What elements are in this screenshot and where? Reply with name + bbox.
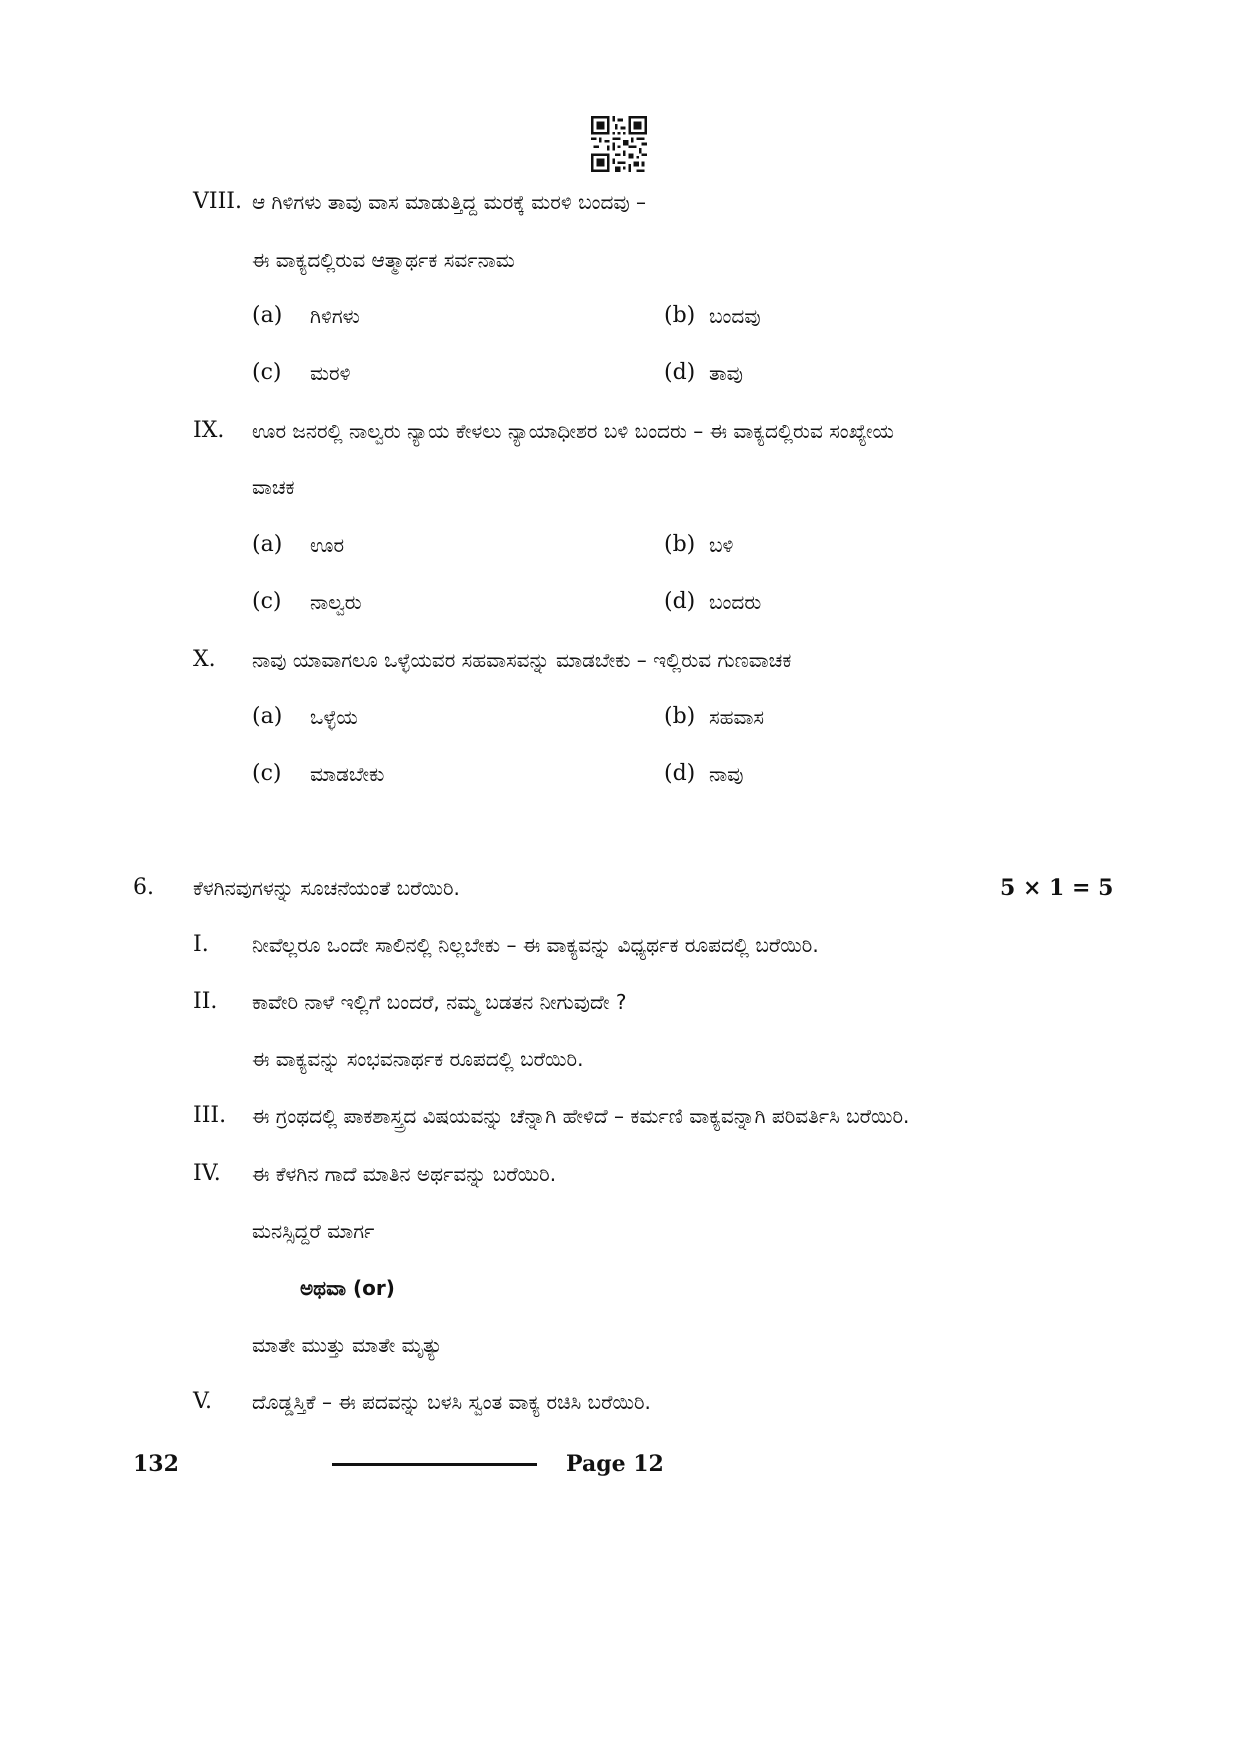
q10-option-b-label: (b) [664, 704, 696, 729]
page-number: Page 12 [566, 1451, 664, 1477]
q6-item-v-text: ದೊಡ್ಡಸ್ತಿಕೆ – ಈ ಪದವನ್ನು ಬಳಸಿ ಸ್ವಂತ ವಾಕ್ಯ ರಚಿಸಿ ಬರೆಯಿರಿ. [252, 1390, 651, 1414]
q9-number: IX. [193, 418, 225, 443]
q6-item-iv-line1: ಈ ಕೆಳಗಿನ ಗಾದೆ ಮಾತಿನ ಅರ್ಥವನ್ನು ಬರೆಯಿರಿ. [252, 1162, 557, 1186]
q6-number: 6. [133, 875, 154, 900]
q10-option-c-text: ಮಾಡಬೇಕು [310, 762, 385, 786]
q9-question-line1: ಊರ ಜನರಲ್ಲಿ ನಾಲ್ವರು ನ್ಯಾಯ ಕೇಳಲು ನ್ಯಾಯಾಧೀಶರ ಬಳಿ ಬಂದರು – ಈ ವಾಕ್ಯದಲ್ಲಿರುವ ಸಂಖ್ಯೇಯ [252, 419, 894, 443]
q8-option-a-text: ಗಿಳಿಗಳು [310, 304, 360, 328]
q9-question-line2: ವಾಚಕ [252, 475, 295, 499]
q10-option-b-text: ಸಹವಾಸ [709, 705, 764, 729]
footer-divider [332, 1463, 537, 1466]
q6-item-iv-proverb: ಮನಸ್ಸಿದ್ದರೆ ಮಾರ್ಗ [252, 1219, 375, 1243]
q6-item-iii-text: ಈ ಗ್ರಂಥದಲ್ಲಿ ಪಾಕಶಾಸ್ತ್ರದ ವಿಷಯವನ್ನು ಚೆನ್ನಾಗಿ ಹೇಳಿದೆ – ಕರ್ಮಣಿ ವಾಕ್ಯವನ್ನಾಗಿ ಪರಿವರ್ತಿಸಿ ಬರೆಯಿರಿ. [252, 1104, 910, 1128]
q6-heading: ಕೆಳಗಿನವುಗಳನ್ನು ಸೂಚನೆಯಂತೆ ಬರೆಯಿರಿ. [193, 876, 460, 900]
q10-question-line1: ನಾವು ಯಾವಾಗಲೂ ಒಳ್ಳೆಯವರ ಸಹವಾಸವನ್ನು ಮಾಡಬೇಕು – ಇಲ್ಲಿರುವ ಗುಣವಾಚಕ [252, 648, 792, 672]
q6-item-v-number: V. [193, 1389, 213, 1414]
q6-marks: 5 × 1 = 5 [1000, 875, 1114, 901]
q8-question-line1: ಆ ಗಿಳಿಗಳು ತಾವು ವಾಸ ಮಾಡುತ್ತಿದ್ದ ಮರಕ್ಕೆ ಮರಳಿ ಬಂದವು – [252, 190, 647, 214]
q6-item-ii-line1: ಕಾವೇರಿ ನಾಳೆ ಇಲ್ಲಿಗೆ ಬಂದರೆ, ನಮ್ಮ ಬಡತನ ನೀಗುವುದೇ ? [252, 990, 627, 1014]
q10-option-d-label: (d) [664, 761, 696, 786]
q6-item-iv-number: IV. [193, 1161, 221, 1186]
q10-option-d-text: ನಾವು [709, 762, 744, 786]
question-paper-code: 132 [133, 1451, 179, 1477]
q8-option-d-text: ತಾವು [709, 361, 743, 385]
q8-option-b-label: (b) [664, 303, 696, 328]
q6-item-i-text: ನೀವೆಲ್ಲರೂ ಒಂದೇ ಸಾಲಿನಲ್ಲಿ ನಿಲ್ಲಬೇಕು – ಈ ವಾಕ್ಯವನ್ನು ವಿಧ್ಯರ್ಥಕ ರೂಪದಲ್ಲಿ ಬರೆಯಿರಿ. [252, 933, 819, 957]
q10-option-c-label: (c) [252, 761, 282, 786]
q10-number: X. [193, 647, 216, 672]
q9-option-a-text: ಊರ [310, 533, 345, 557]
q9-option-b-text: ಬಳಿ [709, 533, 734, 557]
q8-option-d-label: (d) [664, 360, 696, 385]
q8-option-b-text: ಬಂದವು [709, 304, 761, 328]
q8-option-a-label: (a) [252, 303, 283, 328]
q6-item-i-number: I. [193, 932, 209, 957]
q8-number: VIII. [193, 189, 242, 214]
q9-option-c-text: ನಾಲ್ವರು [310, 590, 362, 614]
q6-item-ii-number: II. [193, 989, 218, 1014]
q8-option-c-text: ಮರಳಿ [310, 361, 351, 385]
q6-item-iv-alt-proverb: ಮಾತೇ ಮುತ್ತು ಮಾತೇ ಮೃತ್ಯು [252, 1333, 443, 1357]
q6-item-iii-number: III. [193, 1103, 227, 1128]
q9-option-b-label: (b) [664, 532, 696, 557]
q6-item-iv-or: ಅಥವಾ (or) [300, 1276, 395, 1300]
q8-question-line2: ಈ ವಾಕ್ಯದಲ್ಲಿರುವ ಆತ್ಮಾರ್ಥಕ ಸರ್ವನಾಮ [252, 248, 515, 272]
q9-option-a-label: (a) [252, 532, 283, 557]
q9-option-d-label: (d) [664, 589, 696, 614]
qr-code [591, 116, 647, 172]
q6-item-ii-line2: ಈ ವಾಕ್ಯವನ್ನು ಸಂಭವನಾರ್ಥಕ ರೂಪದಲ್ಲಿ ಬರೆಯಿರಿ. [252, 1047, 584, 1071]
q10-option-a-text: ಒಳ್ಳೆಯ [310, 705, 358, 729]
q9-option-c-label: (c) [252, 589, 282, 614]
q10-option-a-label: (a) [252, 704, 283, 729]
q9-option-d-text: ಬಂದರು [709, 590, 762, 614]
q8-option-c-label: (c) [252, 360, 282, 385]
